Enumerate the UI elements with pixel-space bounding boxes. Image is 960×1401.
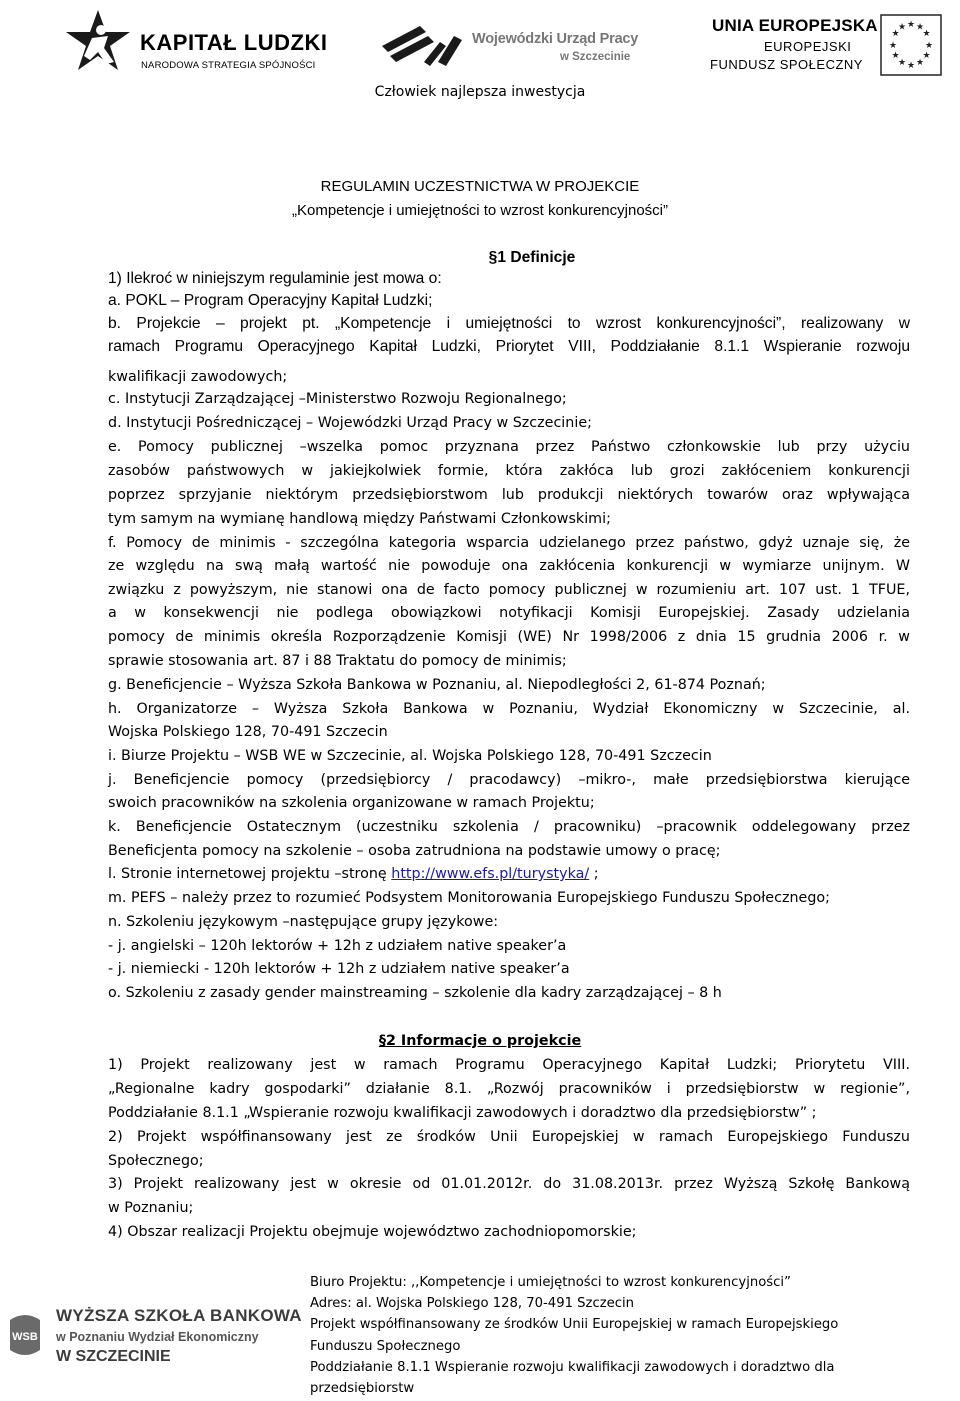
svg-text:★: ★ (891, 29, 900, 39)
definition-line: sprawie stosowania art. 87 i 88 Traktatu do pomocy de minimis; (108, 653, 567, 669)
definition-line: 1) Ilekroć w niniejszym regulaminie jest mowa o: (108, 270, 442, 287)
footer-line: Biuro Projektu: ,,Kompetencje i umiejętności to wzrost konkurencyjności” (310, 1275, 791, 1290)
project-info-line: „Regionalne kadry gospodarki” działanie 8.1. „Rozwój pracowników i przedsiębiorstw w regionie”, (108, 1081, 910, 1097)
footer-info (310, 1272, 950, 1399)
wsb-mark-text: WSB (12, 1331, 38, 1343)
project-info-line: 3) Projekt realizowany jest w okresie od 01.01.2012r. do 31.08.2013r. przez Wyższą Szkołę Bankową (108, 1176, 910, 1192)
definition-line: a w konsekwencji nie podlega obowiązkowi notyfikacji Komisji Europejskiej. Zasady udzielania (108, 605, 910, 621)
website-suffix: ; (589, 866, 599, 882)
svg-text:★: ★ (924, 41, 934, 51)
definition-line: b. Projekcie – projekt pt. „Kompetencje i umiejętności to wzrost konkurencyjności”, realizowany w (108, 315, 910, 332)
wsb-emblem-icon (4, 1312, 46, 1358)
eu-stars-icon (880, 14, 942, 76)
project-info-line: Poddziałanie 8.1.1 „Wspieranie rozwoju kwalifikacji zawodowych i doradztwo dla przedsiębiorstw” ; (108, 1105, 817, 1121)
definition-line: kwalifikacji zawodowych; (108, 369, 288, 385)
footer-line: Projekt współfinansowany ze środków Unii Europejskiej w ramach Europejskiego (310, 1317, 839, 1333)
definition-line: j. Beneficjencie pomocy (przedsiębiorcy / pracodawcy) –mikro-, małe przedsiębiorstwa kierujące (108, 772, 910, 788)
wsb-city: W SZCZECINIE (56, 1348, 171, 1365)
svg-text:★: ★ (888, 41, 898, 51)
definition-line: ramach Programu Operacyjnego Kapitał Ludzki, Priorytet VIII, Poddziałanie 8.1.1 Wspieranie rozwoju (108, 338, 910, 355)
section-2-heading: §2 Informacje o projekcie (378, 1033, 582, 1049)
svg-text:★: ★ (922, 29, 931, 39)
definition-line: c. Instytucji Zarządzającej –Ministerstwo Rozwoju Regionalnego; (108, 391, 567, 407)
project-info-line: 4) Obszar realizacji Projektu obejmuje województwo zachodniopomorskie; (108, 1224, 637, 1240)
wsb-name: WYŻSZA SZKOŁA BANKOWA (56, 1306, 302, 1325)
eu-sub2: FUNDUSZ SPOŁECZNY (710, 57, 863, 72)
svg-text:★: ★ (915, 22, 925, 33)
definition-line: swoich pracowników na szkolenia organizowane w ramach Projektu; (108, 795, 595, 811)
svg-text:★: ★ (906, 61, 916, 71)
svg-text:★: ★ (906, 20, 916, 30)
kapital-ludzki-star-icon (62, 8, 134, 74)
svg-text:★: ★ (897, 22, 907, 33)
definition-line: pomocy de minimis określa Rozporządzenie Komisji (WE) Nr 1998/2006 z dnia 15 grudnia 2006 r. w (108, 629, 910, 645)
definition-line: - j. niemiecki - 120h lektorów + 12h z udziałem native speaker’a (108, 961, 570, 977)
definition-line: - j. angielski – 120h lektorów + 12h z udziałem native speaker’a (108, 938, 567, 954)
kapital-ludzki-subtitle: NARODOWA STRATEGIA SPÓJNOŚCI (141, 60, 316, 71)
svg-text:★: ★ (922, 51, 931, 61)
definition-line: n. Szkoleniu językowym –następujące grupy językowe: (108, 914, 499, 930)
project-info-line: Społecznego; (108, 1153, 204, 1169)
website-label: l. Stronie internetowej projektu –stronę (108, 866, 392, 882)
kapital-ludzki-title: KAPITAŁ LUDZKI (140, 30, 328, 55)
definition-line: poprzez sprzyjanie niektórym przedsiębiorstwom lub produkcji niektórych towarów oraz wpływająca (108, 487, 910, 503)
definition-line: d. Instytucji Pośredniczącej – Wojewódzki Urząd Pracy w Szczecinie; (108, 415, 592, 431)
footer-line: Funduszu Społecznego (310, 1338, 461, 1354)
definition-line: a. POKL – Program Operacyjny Kapitał Ludzki; (108, 292, 433, 309)
definition-line: g. Beneficjencie – Wyższa Szkoła Bankowa w Poznaniu, al. Niepodległości 2, 61-874 Poznań; (108, 677, 766, 693)
wsb-logo (0, 1296, 300, 1376)
eu-sub1: EUROPEJSKI (764, 39, 852, 54)
svg-text:★: ★ (897, 58, 907, 68)
wup-logo (380, 22, 639, 70)
definition-line: tym samym na wymianę handlową między Państwami Członkowskimi; (108, 511, 611, 527)
definition-line: o. Szkoleniu z zasady gender mainstreaming – szkolenie dla kadry zarządzającej – 8 h (108, 985, 722, 1001)
definition-line: Wojska Polskiego 128, 70-491 Szczecin (108, 724, 388, 740)
eu-logo (708, 14, 948, 78)
definition-line: zasobów państwowych w jakiejkolwiek formie, która zakłóca lub grozi zakłóceniem konkurencji (108, 463, 910, 479)
wup-name: Wojewódzki Urząd Pracy (472, 31, 639, 47)
svg-text:★: ★ (891, 51, 900, 61)
definition-line: związku z powyższym, nie stanowi ona de facto pomocy publicznej w rozumieniu art. 107 ust. 1 TFUE, (108, 582, 910, 598)
definition-line: m. PEFS – należy przez to rozumieć Podsystem Monitorowania Europejskiego Funduszu Społecznego; (108, 890, 830, 906)
project-info-line: 1) Projekt realizowany jest w ramach Programu Operacyjnego Kapitał Ludzki; Priorytetu VIII. (108, 1057, 910, 1073)
definition-line: Beneficjenta pomocy na szkolenie – osoba zatrudniona na podstawie umowy o pracę; (108, 843, 721, 859)
kapital-ludzki-logo (62, 8, 328, 74)
footer-line: Poddziałanie 8.1.1 Wspieranie rozwoju kwalifikacji zawodowych i doradztwo dla (310, 1359, 835, 1375)
project-info-line: 2) Projekt współfinansowany jest ze środków Unii Europejskiej w ramach Europejskiego Funduszu (108, 1129, 910, 1145)
definition-line: f. Pomocy de minimis - szczególna kategoria wsparcia udzielanego przez państwo, gdyż uznaje się, że (108, 535, 910, 551)
definition-line-website (108, 863, 910, 885)
definition-line: i. Biurze Projektu – WSB WE w Szczecinie, al. Wojska Polskiego 128, 70-491 Szczecin (108, 748, 712, 764)
definition-line: ze względu na swą małą wartość nie powoduje ona zakłócenia konkurencji w wymiarze unijnym. W (108, 558, 910, 574)
section-1-heading: §1 Definicje (488, 249, 576, 266)
eu-title: UNIA EUROPEJSKA (712, 16, 878, 35)
document-title: REGULAMIN UCZESTNICTWA W PROJEKCIE (320, 178, 640, 195)
project-website-link[interactable]: http://www.efs.pl/turystyka/ (391, 866, 590, 882)
motto: Człowiek najlepsza inwestycja (374, 84, 586, 100)
project-name: „Kompetencje i umiejętności to wzrost konkurencyjności” (292, 202, 668, 219)
wsb-faculty: w Poznaniu Wydział Ekonomiczny (56, 1330, 259, 1344)
footer-line: Adres: al. Wojska Polskiego 128, 70-491 Szczecin (310, 1296, 635, 1312)
definition-line: h. Organizatorze – Wyższa Szkoła Bankowa w Poznaniu, Wydział Ekonomiczny w Szczecinie, al. (108, 701, 910, 717)
wup-city: w Szczecinie (560, 51, 631, 63)
project-info-line: w Poznaniu; (108, 1200, 194, 1216)
svg-text:★: ★ (915, 58, 925, 68)
definition-line: k. Beneficjencie Ostatecznym (uczestniku szkolenia / pracowniku) –pracownik oddelegowany przez (108, 819, 910, 835)
footer-line: przedsiębiorstw (310, 1381, 415, 1397)
definition-line: e. Pomocy publicznej –wszelka pomoc przyznana przez Państwo członkowskie lub przy użyciu (108, 439, 910, 455)
wup-building-icon (380, 22, 466, 68)
